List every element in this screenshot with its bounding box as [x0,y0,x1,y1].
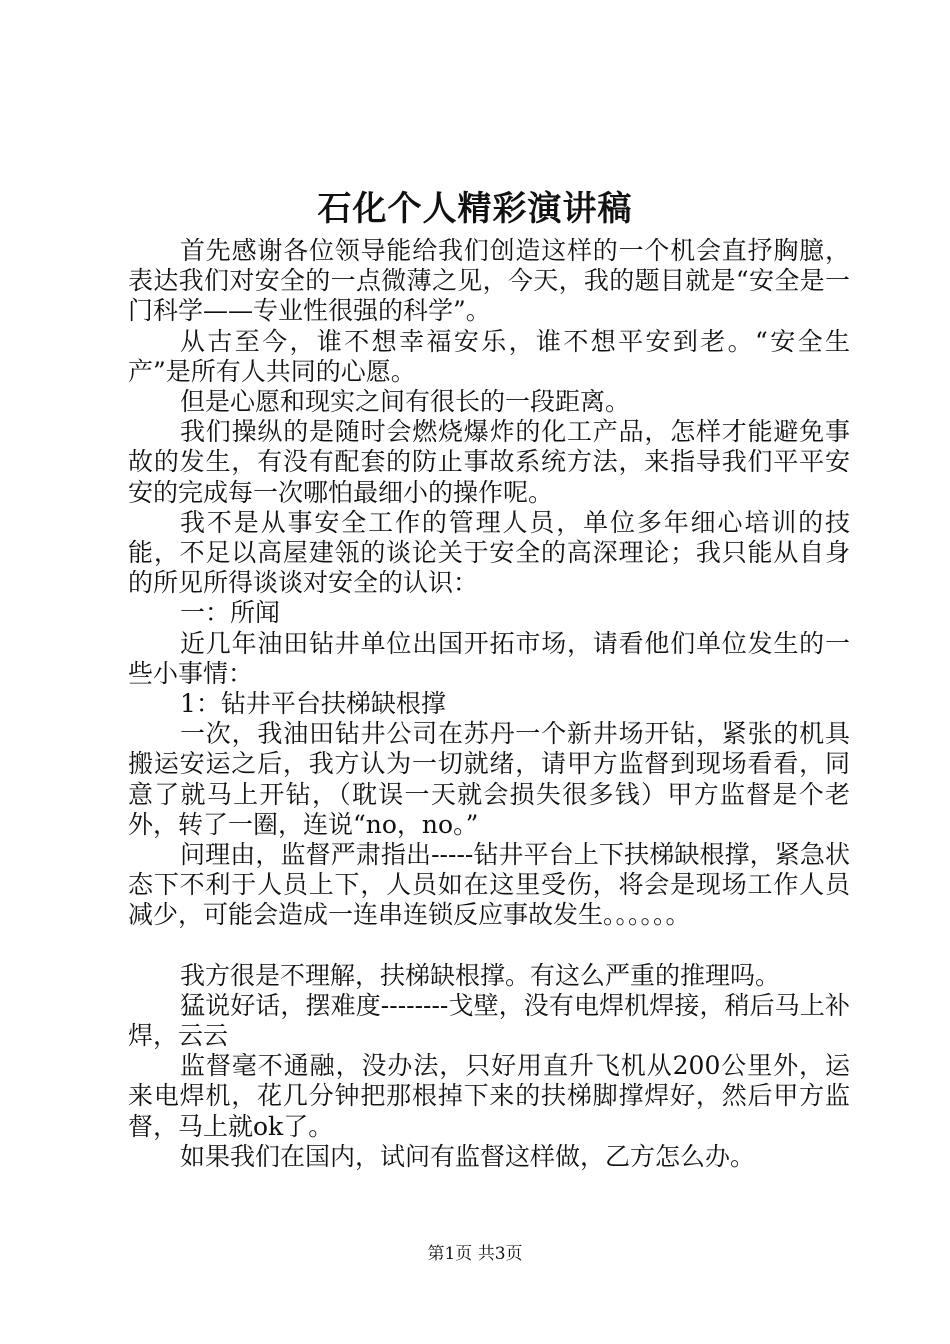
paragraph: 如果我们在国内，试问有监督这样做，乙方怎么办。 [180,1141,756,1171]
paragraph: 我方很是不理解，扶梯缺根撑。有这么严重的推理吗。 [180,960,781,990]
paragraph: 我们操纵的是随时会燃烧爆炸的化工产品，怎样才能避免事故的发生，有没有配套的防止事故系统方法，来指导我们平平安安的完成每一次哪怕最细小的操作呢。 [128,417,850,507]
paragraph-gap [128,931,850,961]
document-body [128,236,850,1172]
page-footer: 第1页 共3页 [427,1244,523,1264]
paragraph: 监督毫不通融，没办法，只好用直升飞机从200公里外，运来电焊机，花几分钟把那根掉下来的扶梯脚撑焊好，然后甲方监督，马上就ok了。 [128,1051,850,1141]
subsection-heading: 1：钻井平台扶梯缺根撑 [180,689,446,719]
paragraph: 我不是从事安全工作的管理人员，单位多年细心培训的技能，不足以高屋建瓴的谈论关于安全的高深理论；我只能从自身的所见所得谈谈对安全的认识： [128,507,850,598]
section-heading: 一：所闻 [180,598,281,628]
paragraph: 近几年油田钻井单位出国开拓市场，请看他们单位发生的一些小事情： [128,628,850,688]
paragraph: 从古至今，谁不想幸福安乐，谁不想平安到老。“安全生产”是所有人共同的心愿。 [128,326,850,386]
document-title: 石化个人精彩演讲稿 [317,189,633,229]
paragraph: 一次，我油田钻井公司在苏丹一个新井场开钻，紧张的机具搬运安运之后，我方认为一切就绪，请甲方监督到现场看看，同意了就马上开钻，（耽误一天就会损失很多钱）甲方监督是个老外，转了一圈，连说“no，no。” [128,719,850,839]
paragraph: 猛说好话，摆难度--------戈壁，没有电焊机焊接，稍后马上补焊，云云 [128,990,850,1051]
paragraph: 问理由，监督严肃指出-----钻井平台上下扶梯缺根撑，紧急状态下不利于人员上下，人员如在这里受伤，将会是现场工作人员减少，可能会造成一连串连锁反应事故发生。。。。。。 [128,840,850,930]
paragraph: 首先感谢各位领导能给我们创造这样的一个机会直抒胸臆，表达我们对安全的一点微薄之见，今天，我的题目就是“安全是一门科学——专业性很强的科学”。 [128,236,850,326]
paragraph: 但是心愿和现实之间有很长的一段距离。 [180,387,631,417]
